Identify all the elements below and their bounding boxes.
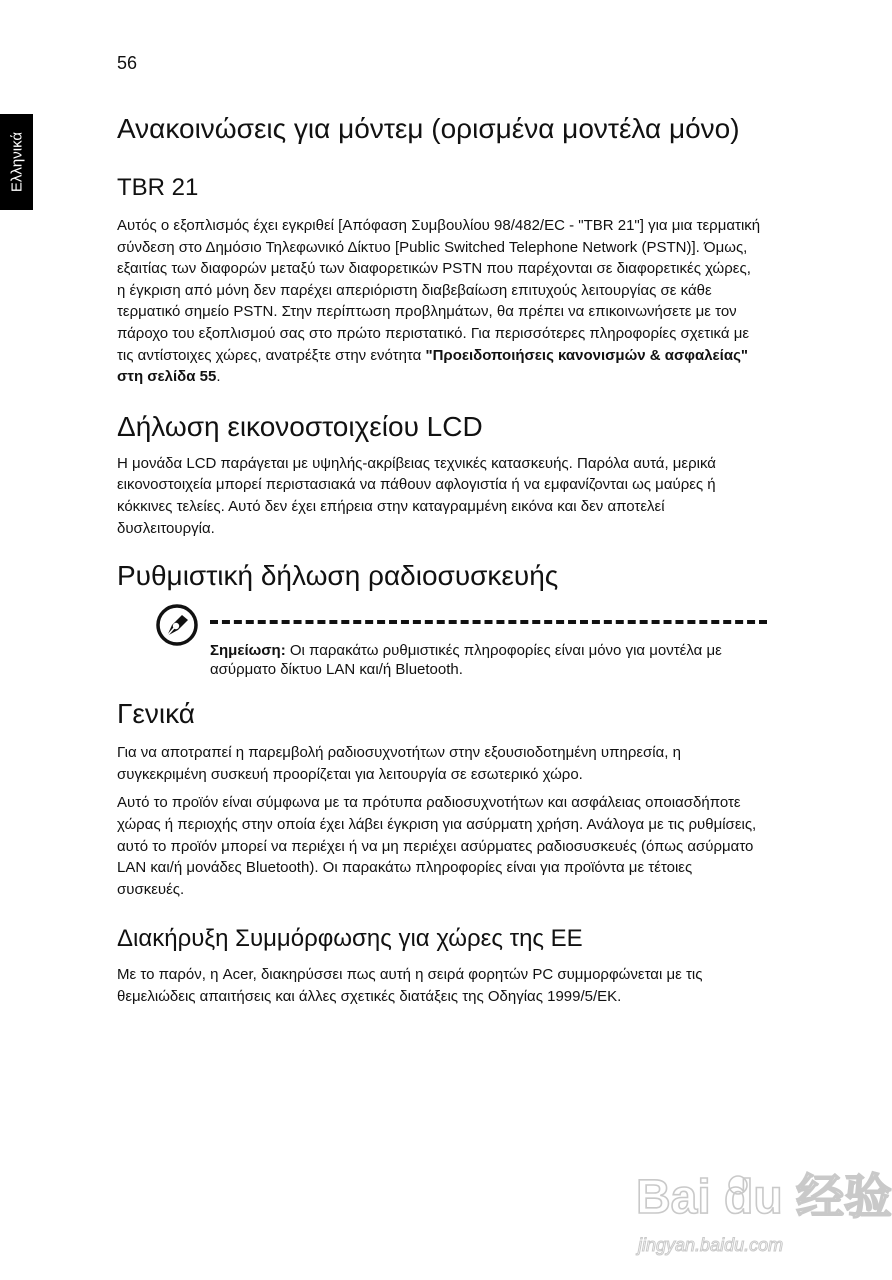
note-box bbox=[117, 601, 762, 683]
lcd-paragraph: Η μονάδα LCD παράγεται με υψηλής-ακρίβειας τεχνικές κατασκευής. Παρόλα αυτά, μερικά εικονοστοιχεία μπορεί περιστασιακά να πάθουν αφλογιστία ή να εμφανίζονται ως μαύρες ή κόκκινες τελείες. Αυτό δεν έχει επήρεια στην καταγραμμένη εικόνα και δεν αποτελεί δυσλειτουργία. bbox=[117, 454, 716, 537]
general-heading: Γενικά bbox=[117, 698, 195, 730]
lcd-heading: Δήλωση εικονοστοιχείου LCD bbox=[117, 410, 483, 442]
general-paragraph-1: Για να αποτραπεί η παρεμβολή ραδιοσυχνοτήτων στην εξουσιοδοτημένη υπηρεσία, η συγκεκριμένη συσκευή προορίζεται για λειτουργία σε εσωτερικό χώρο. bbox=[117, 744, 681, 783]
page-number: 56 bbox=[117, 53, 138, 73]
watermark-logo-text: Bai du 经验 bbox=[636, 1171, 892, 1224]
eu-paragraph: Με το παρόν, η Acer, διακηρύσσει πως αυτή η σειρά φορητών PC συμμορφώνεται με τις θεμελιώδεις απαιτήσεις και άλλες σχετικές διατάξεις της Οδηγίας 1999/5/EK. bbox=[117, 966, 703, 1005]
tbr21-text: Αυτός ο εξοπλισμός έχει εγκριθεί [Απόφαση Συμβουλίου 98/482/EC - "TBR 21"] για μια τερματική σύνδεση στο Δημόσιο Τηλεφωνικό Δίκτυο [Public Switched Telephone Network (PSTN)]. Όμως, εξαιτίας των διαφορών μεταξύ των διαφορετικών PSTN που παρέχονται σε διαφορετικές χώρες, η έγκριση από μόνη δεν παρέχει απεριόριστη διαβεβαίωση επιτυχούς λειτουργίας σε κάθε τερματικό σημείο PSTN. Στην περίπτωση προβλημάτων, θα πρέπει να επικοινωνήσετε με τον πάροχο του εξοπλισμού σας στο πρώτο περιστατικό. Για περισσότερες πληροφορίες σχετικά με τις αντίστοιχες χώρες, ανατρέξτε στην ενότητα bbox=[117, 217, 761, 364]
tbr21-heading: TBR 21 bbox=[117, 174, 199, 201]
page-content bbox=[117, 112, 762, 1007]
note-pen-icon bbox=[155, 603, 199, 647]
note-body: Οι παρακάτω ρυθμιστικές πληροφορίες είναι μόνο για μοντέλα με ασύρματο δίκτυο LAN και/ή Bluetooth. bbox=[210, 642, 722, 679]
baidu-watermark bbox=[630, 1155, 892, 1275]
language-side-tab bbox=[0, 114, 33, 210]
note-label: Σημείωση: bbox=[210, 642, 286, 660]
tbr21-paragraph bbox=[117, 215, 762, 388]
language-side-tab-label: Ελληνικά bbox=[8, 131, 25, 193]
radio-heading: Ρυθμιστική δήλωση ραδιοσυσκευής bbox=[117, 560, 559, 592]
eu-heading: Διακήρυξη Συμμόρφωσης για χώρες της ΕΕ bbox=[117, 925, 583, 953]
note-dashed-rule bbox=[210, 620, 767, 624]
general-paragraph-2: Αυτό το προϊόν είναι σύμφωνα με τα πρότυπα ραδιοσυχνοτήτων και ασφάλειας οποιασδήποτε χώρας ή περιοχής στην οποία έχει λάβει έγκριση για ασύρματη χρήση. Ανάλογα με τις ρυθμίσεις, αυτό το προϊόν μπορεί να περιέχει ή να μη περιέχει ασύρματες ραδιοσυσκευές (όπως ασύρματο LAN και/ή μονάδες Bluetooth). Οι παρακάτω πληροφορίες είναι για προϊόντα με τέτοιες συσκευές. bbox=[117, 794, 757, 898]
watermark-url: jingyan.baidu.com bbox=[638, 1235, 784, 1255]
tbr21-reference-link: "Προειδοποιήσεις κανονισμών & ασφαλείας" στη σελίδα 55 bbox=[117, 346, 748, 386]
tbr21-text-end: . bbox=[216, 368, 221, 386]
modem-notices-title: Ανακοινώσεις για μόντεμ (ορισμένα μοντέλα μόνο) bbox=[117, 113, 740, 144]
note-text bbox=[210, 641, 750, 679]
